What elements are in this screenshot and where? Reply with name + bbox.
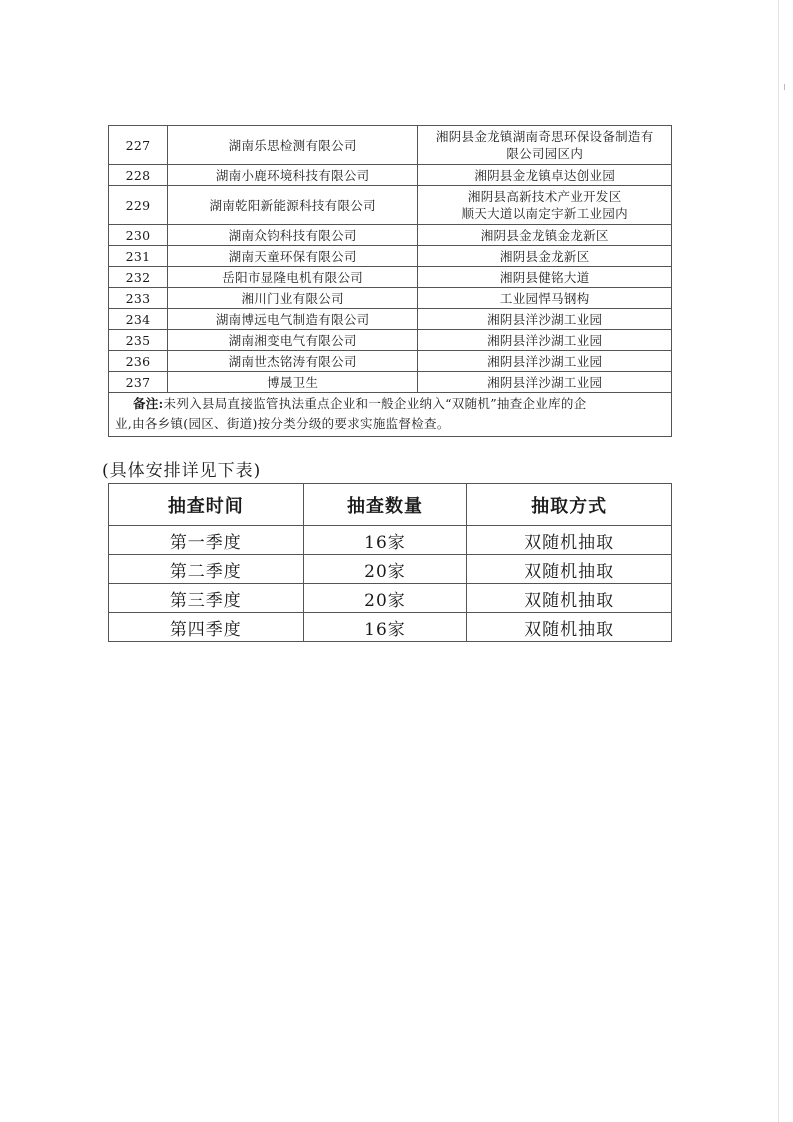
header-count: 抽查数量 — [303, 484, 467, 526]
table-row — [109, 267, 672, 288]
address-line: 湘阴县洋沙湖工业园 — [487, 374, 603, 390]
header-method: 抽取方式 — [467, 484, 672, 526]
schedule-count: 16家 — [303, 526, 467, 555]
row-number: 230 — [109, 225, 168, 246]
table-row — [109, 584, 672, 613]
enterprise-address — [418, 165, 672, 186]
address-line: 湘阴县金龙镇湖南奇思环保设备制造有 — [435, 129, 654, 144]
table-row — [109, 526, 672, 555]
schedule-count: 20家 — [303, 555, 467, 584]
address-line: 顺天大道以南定宇新工业园内 — [461, 206, 628, 221]
schedule-header-row — [109, 484, 672, 526]
enterprise-name: 湖南天童环保有限公司 — [167, 246, 418, 267]
enterprise-address — [418, 372, 672, 393]
table-row — [109, 330, 672, 351]
address-line: 湘阴县高新技术产业开发区 — [467, 189, 622, 204]
row-number: 236 — [109, 351, 168, 372]
address-line: 湘阴县金龙镇金龙新区 — [480, 227, 609, 243]
enterprise-name: 湘川门业有限公司 — [167, 288, 418, 309]
note-label: 备注: — [133, 396, 164, 411]
header-time: 抽查时间 — [109, 484, 304, 526]
note-row — [109, 393, 672, 437]
enterprise-address — [418, 267, 672, 288]
enterprise-name: 湖南乾阳新能源科技有限公司 — [167, 186, 418, 225]
note-text-line2: 业,由各乡镇(园区、街道)按分类分级的要求实施监督检查。 — [115, 416, 450, 431]
table-row — [109, 165, 672, 186]
schedule-period: 第四季度 — [109, 613, 304, 642]
address-line: 湘阴县金龙新区 — [499, 248, 590, 264]
enterprise-address — [418, 186, 672, 225]
table-row — [109, 309, 672, 330]
enterprise-name: 湖南世杰铭涛有限公司 — [167, 351, 418, 372]
row-number: 233 — [109, 288, 168, 309]
enterprise-name: 湖南博远电气制造有限公司 — [167, 309, 418, 330]
enterprise-name: 湖南小鹿环境科技有限公司 — [167, 165, 418, 186]
row-number: 229 — [109, 186, 168, 225]
enterprise-name: 湖南众钧科技有限公司 — [167, 225, 418, 246]
table-row — [109, 372, 672, 393]
address-line: 限公司园区内 — [506, 146, 584, 161]
row-number: 232 — [109, 267, 168, 288]
address-line: 工业园悍马钢构 — [499, 290, 590, 306]
schedule-method: 双随机抽取 — [467, 526, 672, 555]
enterprise-address — [418, 351, 672, 372]
row-number: 237 — [109, 372, 168, 393]
schedule-count: 16家 — [303, 613, 467, 642]
enterprise-address — [418, 309, 672, 330]
row-number: 231 — [109, 246, 168, 267]
schedule-method: 双随机抽取 — [467, 555, 672, 584]
schedule-caption: (具体安排详见下表) — [102, 461, 262, 481]
enterprise-name: 湖南乐思检测有限公司 — [167, 126, 418, 165]
table-row — [109, 225, 672, 246]
address-line: 湘阴县洋沙湖工业园 — [487, 311, 603, 327]
row-number: 235 — [109, 330, 168, 351]
inspection-schedule-table — [108, 483, 672, 642]
schedule-count: 20家 — [303, 584, 467, 613]
row-number: 228 — [109, 165, 168, 186]
page-edge-line — [778, 0, 779, 1122]
enterprise-address — [418, 288, 672, 309]
enterprise-address — [418, 225, 672, 246]
page-edge-mark — [784, 84, 785, 90]
address-line: 湘阴县洋沙湖工业园 — [487, 353, 603, 369]
enterprise-name: 湖南湘变电气有限公司 — [167, 330, 418, 351]
schedule-method: 双随机抽取 — [467, 613, 672, 642]
table-row — [109, 613, 672, 642]
row-number: 234 — [109, 309, 168, 330]
schedule-period: 第三季度 — [109, 584, 304, 613]
enterprise-name: 博晟卫生 — [167, 372, 418, 393]
enterprise-list-table — [108, 125, 672, 437]
table-row — [109, 288, 672, 309]
note-cell — [109, 393, 672, 437]
enterprise-address — [418, 126, 672, 165]
table-row — [109, 351, 672, 372]
table-row — [109, 555, 672, 584]
table-row — [109, 186, 672, 225]
enterprise-address — [418, 330, 672, 351]
table-row — [109, 246, 672, 267]
enterprise-name: 岳阳市显隆电机有限公司 — [167, 267, 418, 288]
address-line: 湘阴县洋沙湖工业园 — [487, 332, 603, 348]
table-row — [109, 126, 672, 165]
note-text-line1: 未列入县局直接监管执法重点企业和一般企业纳入“双随机”抽查企业库的企 — [163, 396, 587, 411]
schedule-period: 第二季度 — [109, 555, 304, 584]
row-number: 227 — [109, 126, 168, 165]
address-line: 湘阴县健铭大道 — [499, 269, 590, 285]
schedule-method: 双随机抽取 — [467, 584, 672, 613]
schedule-period: 第一季度 — [109, 526, 304, 555]
address-line: 湘阴县金龙镇卓达创业园 — [474, 167, 616, 183]
enterprise-address — [418, 246, 672, 267]
